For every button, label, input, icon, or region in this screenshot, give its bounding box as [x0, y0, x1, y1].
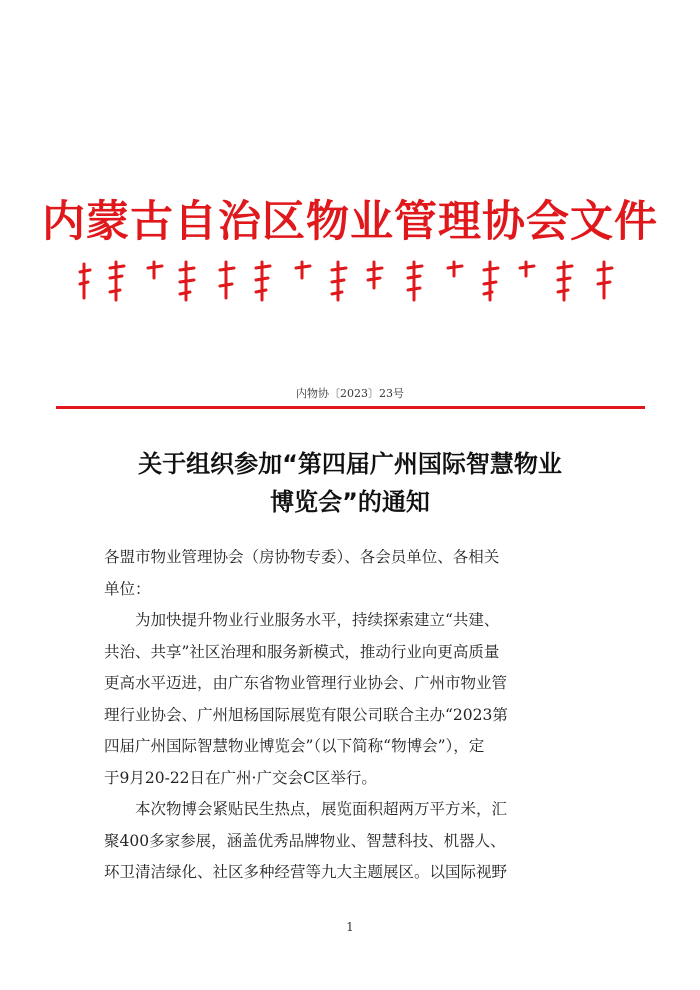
notice-title-line-1: 关于组织参加“第四届广州国际智慧物业 — [138, 450, 562, 478]
body-line: 聚400多家参展，涵盖优秀品牌物业、智慧科技、机器人、 — [104, 831, 506, 850]
body-line: 各盟市物业管理协会（房协物专委）、各会员单位、各相关 — [104, 548, 500, 566]
org-masthead-title: 内蒙古自治区物业管理协会文件 — [42, 197, 658, 247]
notice-title — [80, 445, 620, 521]
body-line: 单位： — [104, 579, 151, 598]
body-line: 本次物博会紧贴民生热点，展览面积超两万平方米，汇 — [104, 800, 508, 818]
body-line: 于9月20-22日在广州·广交会C区举行。 — [104, 768, 377, 787]
mongolian-script-title — [76, 258, 626, 304]
page-number: 1 — [346, 920, 354, 934]
notice-body — [104, 542, 604, 889]
body-line: 环卫清洁绿化、社区多种经营等九大主题展区。以国际视野 — [104, 863, 508, 881]
body-line: 四届广州国际智慧物业博览会”（以下简称“物博会”），定 — [104, 737, 485, 755]
document-number: 内物协〔2023〕23号 — [296, 387, 404, 400]
notice-title-line-2: 博览会”的通知 — [270, 488, 430, 516]
body-line: 理行业协会、广州旭杨国际展览有限公司联合主办“2023第 — [104, 705, 508, 724]
body-line: 共治、共享”社区治理和服务新模式，推动行业向更高质量 — [104, 642, 500, 661]
body-line: 为加快提升物业行业服务水平，持续探索建立“共建、 — [104, 611, 500, 629]
body-line: 更高水平迈进，由广东省物业管理行业协会、广州市物业管 — [104, 674, 508, 692]
red-divider-line — [56, 406, 645, 409]
